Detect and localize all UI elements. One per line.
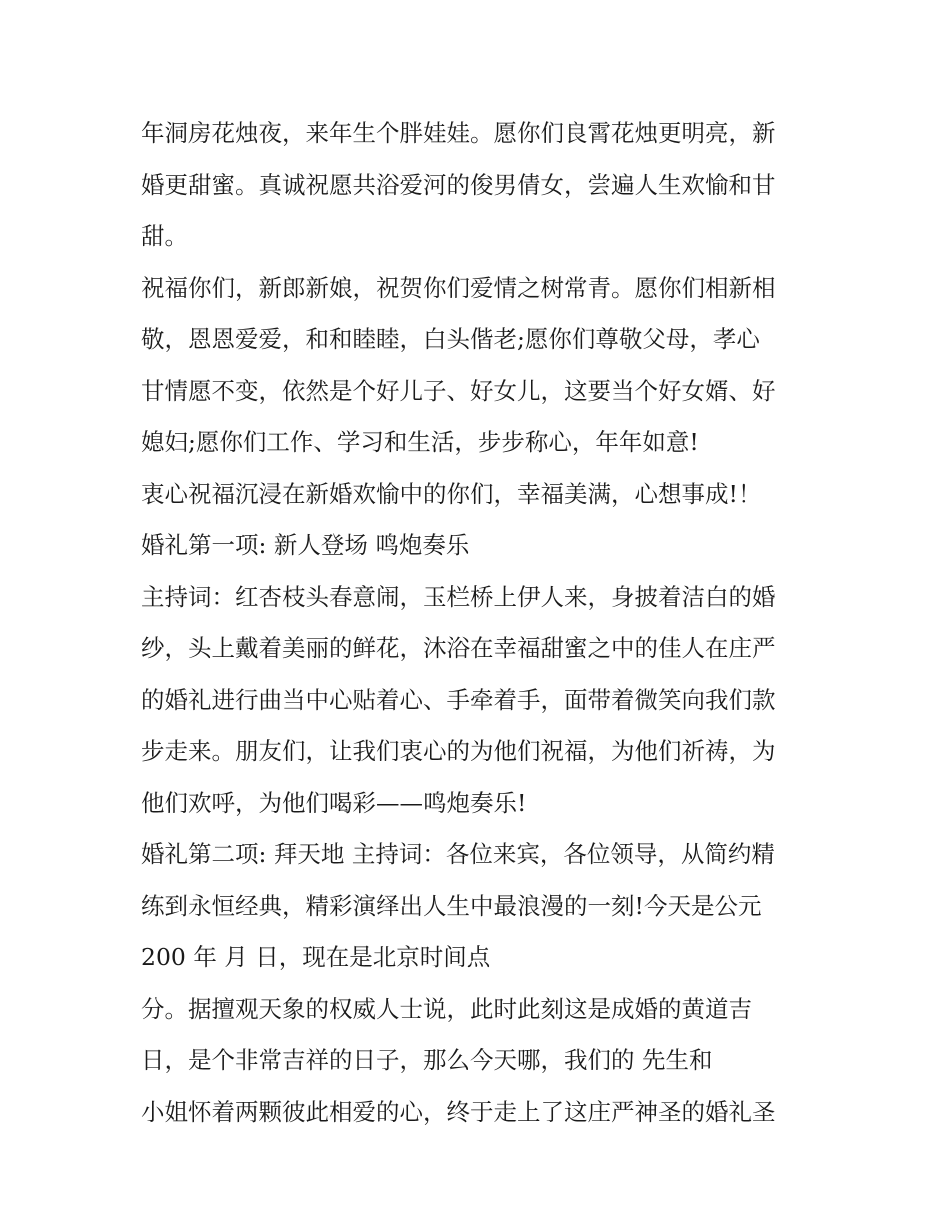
body-text (141, 108, 821, 1138)
text-line: 练到永恒经典，精彩演绎出人生中最浪漫的一刻!今天是公元 (141, 891, 762, 920)
text-line: 甜。 (141, 222, 188, 250)
text-line: 衷心祝福沉浸在新婚欢愉中的你们，幸福美满，心想事成!！ (141, 479, 762, 508)
section-heading: 婚礼第二项: 拜天地 主持词：各位来宾，各位领导，从简约精 (141, 840, 775, 868)
text-line: 敬，恩恩爱爱，和和睦睦，白头偕老;愿你们尊敬父母，孝心 (141, 325, 760, 353)
text-line: 日，是个非常吉祥的日子，那么今天哪，我们的 先生和 (141, 1046, 713, 1074)
text-line: 婚更甜蜜。真诚祝愿共浴爱河的俊男倩女，尝遍人生欢愉和甘 (141, 170, 776, 199)
text-line: 步走来。朋友们，让我们衷心的为他们祝福，为他们祈祷，为 (141, 737, 776, 765)
text-line: 200 年 月 日，现在是北京时间点 (141, 943, 491, 971)
text-line: 分。据擅观天象的权威人士说，此时此刻这是成婚的黄道吉 (141, 994, 752, 1023)
text-line: 的婚礼进行曲当中心贴着心、手牵着手，面带着微笑向我们款 (141, 685, 776, 714)
text-line: 小姐怀着两颗彼此相爱的心，终于走上了这庄严神圣的婚礼圣 (141, 1097, 776, 1126)
text-line: 年洞房花烛夜，来年生个胖娃娃。愿你们良霄花烛更明亮，新 (141, 119, 776, 147)
section-heading: 婚礼第一项: 新人登场 鸣炮奏乐 (141, 531, 470, 559)
text-line: 主持词：红杏枝头春意闹，玉栏桥上伊人来，身披着洁白的婚 (141, 582, 776, 611)
text-line: 媳妇;愿你们工作、学习和生活，步步称心，年年如意! (141, 428, 699, 456)
text-line: 祝福你们，新郎新娘，祝贺你们爱情之树常青。愿你们相新相 (141, 273, 776, 302)
text-line: 甘情愿不变，依然是个好儿子、好女儿，这要当个好女婿、好 (141, 376, 776, 405)
text-line: 纱，头上戴着美丽的鲜花，沐浴在幸福甜蜜之中的佳人在庄严 (141, 634, 776, 662)
text-line: 他们欢呼，为他们喝彩——鸣炮奏乐! (141, 788, 527, 817)
